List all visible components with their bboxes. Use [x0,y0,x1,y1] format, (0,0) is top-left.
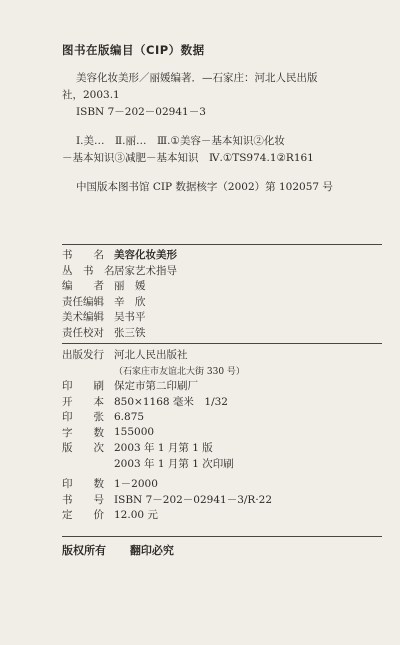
format-value: 850×1168 毫米 1/32 [114,395,228,408]
edition-label: 版 次 [62,442,104,455]
cip-subject-line: Ⅰ.美… Ⅱ.丽… Ⅲ.①美容－基本知识②化妆 [76,135,285,147]
rights-notice [62,542,174,558]
address-row [62,363,272,379]
edition-row [62,440,272,456]
proofreader-value: 张三铁 [114,326,146,339]
book-info-block [62,247,177,340]
series-row [62,263,177,279]
isbn-value: ISBN 7－202－02941－3/R·22 [114,493,273,506]
sheets-label: 印 张 [62,411,104,424]
print-run-value: 1－2000 [114,478,158,491]
words-value: 155000 [114,426,155,439]
art-editor-value: 吴书平 [114,311,146,324]
cip-subject-line: －基本知识③减肥－基本知识 Ⅳ.①TS974.1②R161 [62,152,314,164]
title-row [62,247,177,263]
divider [62,244,382,245]
publish-info-block [62,347,272,523]
printer-row [62,378,272,394]
title-label: 书 名 [62,249,104,262]
editor-value: 辛 欣 [114,295,146,308]
cip-line: 社，2003.1 [62,89,120,101]
cip-line: ISBN 7－202－02941－3 [76,106,206,118]
title-value: 美容化妆美形 [114,249,177,262]
show-through-text [230,200,242,226]
format-label: 开 本 [62,395,104,408]
series-label: 丛 书 名 [62,264,115,277]
publisher-value: 河北人民出版社 [114,349,188,362]
isbn-label: 书 号 [62,493,104,506]
sheets-value: 6.875 [114,410,145,423]
divider [62,536,382,537]
printer-value: 保定市第二印刷厂 [114,380,198,393]
cip-data-number: 中国版本图书馆 CIP 数据核字（2002）第 102057 号 [76,181,333,193]
copyright-text: 版权所有 [62,544,106,557]
author-row [62,278,177,294]
edition-value: 2003 年 1 月第 1 版 [114,442,213,455]
words-label: 字 数 [62,426,104,439]
publisher-label: 出版发行 [62,349,104,362]
print-run-label: 印 数 [62,478,104,491]
price-row [62,507,272,523]
art-editor-row [62,309,177,325]
sheets-row [62,409,272,425]
series-value: 居家艺术指导 [114,264,177,277]
isbn-row [62,492,272,508]
art-editor-label: 美术编辑 [62,311,104,324]
price-value: 12.00 元 [114,509,158,522]
printer-label: 印 刷 [62,380,104,393]
print-run-row [62,476,272,492]
publisher-address: （石家庄市友谊北大街 330 号） [114,366,245,377]
anti-piracy-text: 翻印必究 [129,544,174,557]
author-value: 丽 媛 [114,280,146,293]
printing-row [62,456,272,472]
cip-line: 美容化妆美形／丽媛编著．—石家庄：河北人民出版 [76,72,318,84]
proofreader-label: 责任校对 [62,326,104,339]
editor-row [62,294,177,310]
words-row [62,425,272,441]
divider [62,343,382,344]
cip-title: 图书在版编目（CIP）数据 [62,43,205,57]
author-label: 编 者 [62,280,104,293]
format-row [62,394,272,410]
proofreader-row [62,325,177,341]
cip-record [62,70,382,196]
publisher-row [62,347,272,363]
editor-label: 责任编辑 [62,295,104,308]
price-label: 定 价 [62,509,104,522]
printing-value: 2003 年 1 月第 1 次印刷 [114,457,234,470]
